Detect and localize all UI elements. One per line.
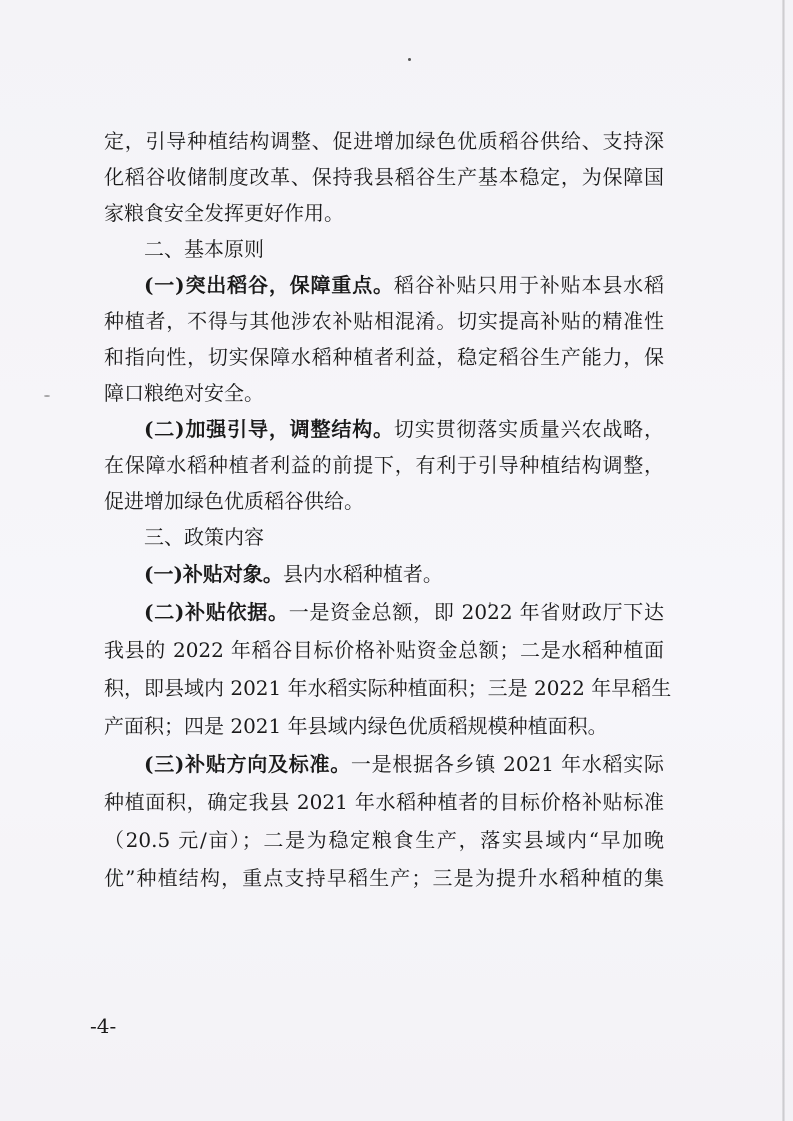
line-text: 我县的 2022 年稻谷目标价格补贴资金总额；二是水稻种植面 [104, 638, 664, 662]
line-text: 二、基本原则 [144, 237, 264, 261]
document-body [104, 123, 672, 897]
text-line [104, 593, 664, 631]
text-line [104, 267, 664, 303]
line-text: 优”种植结构，重点支持早稻生产；三是为提升水稻种植的集 [104, 866, 664, 890]
scan-edge-shadow [782, 0, 785, 1121]
paragraph-lead: (二)加强引导，调整结构。 [144, 417, 394, 441]
line-text: 促进增加绿色优质稻谷供给。 [104, 489, 364, 513]
text-line [104, 375, 664, 411]
text-line [104, 123, 664, 159]
text-line [104, 159, 664, 195]
line-text: 化稻谷收储制度改革、保持我县稻谷生产基本稳定，为保障国 [104, 165, 664, 189]
text-line [104, 859, 664, 897]
line-text: 一是资金总额，即 2022 年省财政厅下达 [288, 600, 664, 624]
paragraph-lead: (一)补贴对象。 [144, 562, 283, 586]
line-text: 家粮食安全发挥更好作用。 [104, 201, 344, 225]
section-heading [104, 519, 664, 555]
paragraph-lead: (二)补贴依据。 [144, 600, 289, 624]
line-text: 种植面积，确定我县 2021 年水稻种植者的目标价格补贴标准 [104, 790, 664, 814]
line-text: 种植者，不得与其他涉农补贴相混淆。切实提高补贴的精准性 [104, 309, 664, 333]
paragraph-lead: (三)补贴方向及标准。 [144, 752, 351, 776]
line-text: 县内水稻种植者。 [282, 562, 443, 586]
text-line [104, 707, 664, 745]
line-text: （20.5 元/亩）；二是为稳定粮食生产，落实县域内“早加晚 [104, 828, 664, 852]
line-text: 稻谷补贴只用于补贴本县水稻 [393, 273, 665, 297]
line-text: 和指向性，切实保障水稻种植者利益，稳定稻谷生产能力，保 [104, 345, 664, 369]
line-text: 障口粮绝对安全。 [104, 381, 264, 405]
line-text: 积，即县域内 2021 年水稻实际种植面积；三是 2022 年早稻生 [104, 676, 672, 700]
line-text: 三、政策内容 [144, 525, 264, 549]
line-text: 产面积；四是 2021 年县域内绿色优质稻规模种植面积。 [104, 714, 608, 738]
text-line [104, 447, 664, 483]
line-text: 切实贯彻落实质量兴农战略， [393, 417, 665, 441]
text-line [104, 411, 664, 447]
paragraph-lead: (一)突出稻谷，保障重点。 [144, 273, 394, 297]
text-line [104, 745, 664, 783]
section-heading [104, 231, 664, 267]
line-text: 一是根据各乡镇 2021 年水稻实际 [350, 752, 664, 776]
text-line [104, 555, 664, 593]
text-line [104, 195, 664, 231]
page-number: -4- [90, 1014, 117, 1038]
scan-speck [44, 395, 50, 397]
text-line [104, 821, 664, 859]
text-line [104, 783, 664, 821]
text-line [104, 339, 664, 375]
line-text: 定，引导种植结构调整、促进增加绿色优质稻谷供给、支持深 [104, 129, 664, 153]
text-line [104, 483, 664, 519]
scan-speck [408, 58, 411, 61]
line-text: 在保障水稻种植者利益的前提下，有利于引导种植结构调整， [104, 453, 664, 477]
text-line [104, 669, 672, 707]
text-line [104, 303, 664, 339]
text-line [104, 631, 664, 669]
